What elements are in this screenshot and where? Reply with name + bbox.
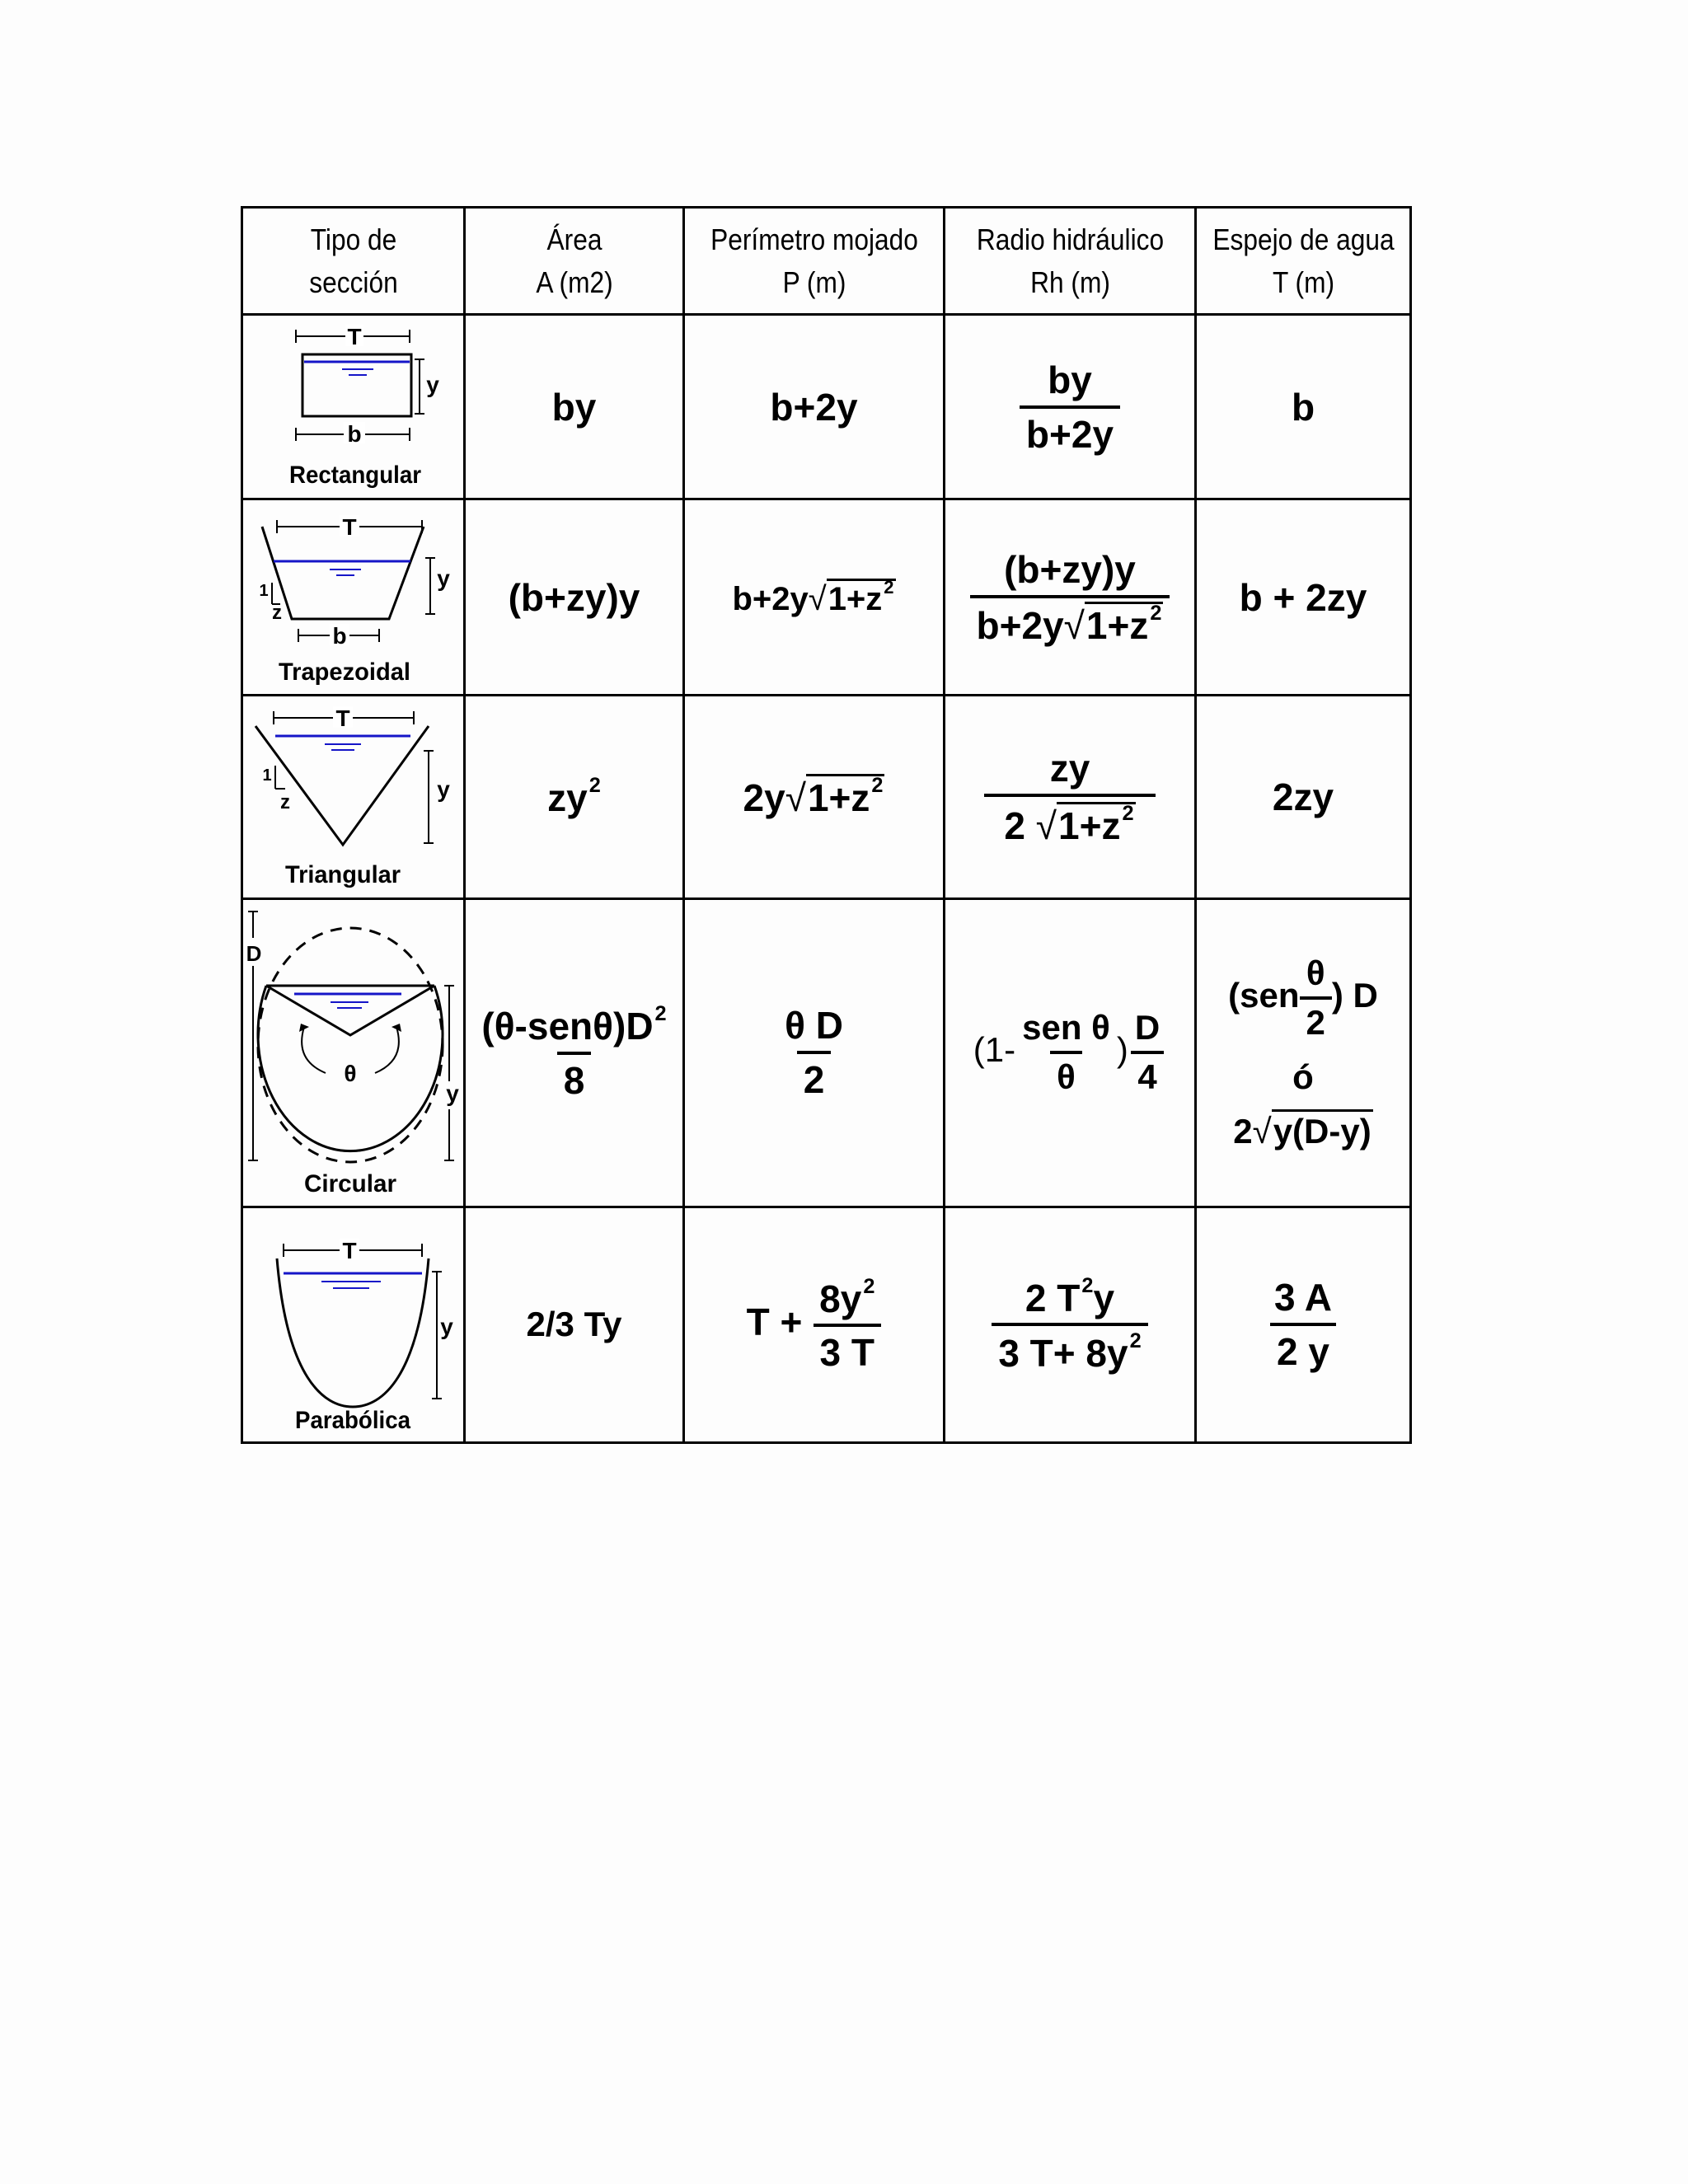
- fraction-numerator: sen θ: [1022, 1008, 1110, 1047]
- header-line: Tipo de: [310, 222, 396, 256]
- fraction-numerator: [813, 1275, 881, 1324]
- formula-part: 8y: [819, 1277, 862, 1320]
- mirror-alt-formula: [1197, 1112, 1409, 1151]
- section-cell: [242, 499, 465, 696]
- perimeter-cell: [684, 696, 945, 898]
- perimeter-cell: [684, 1207, 945, 1442]
- perimeter-cell: [684, 499, 945, 696]
- width-label: T: [341, 513, 357, 540]
- header-row: [242, 208, 1411, 315]
- exponent: 2: [654, 1002, 667, 1026]
- width-label: T: [346, 324, 362, 350]
- inner-fraction: [1015, 1008, 1117, 1097]
- root-symbol: √: [1252, 1112, 1272, 1151]
- row-triangular: [242, 696, 1411, 898]
- perimeter-fraction: [813, 1275, 881, 1376]
- radius-cell: [945, 315, 1196, 499]
- fraction-numerator: by: [1048, 358, 1092, 401]
- fraction-denominator: 2: [1300, 996, 1332, 1043]
- formula-part: 1+z: [1058, 804, 1121, 847]
- row-trapezoidal: [242, 499, 1411, 696]
- formula-part: b+2y: [732, 580, 809, 617]
- fraction-numerator: (b+zy)y: [1004, 547, 1136, 591]
- mirror-formula: b + 2zy: [1239, 575, 1367, 619]
- area-formula: by: [551, 385, 597, 429]
- formula-part: 1+z: [807, 776, 870, 819]
- radius-cell: [945, 499, 1196, 696]
- formula-part: 2: [1004, 804, 1026, 847]
- header-area: [477, 208, 670, 315]
- or-label: ó: [1292, 1057, 1314, 1097]
- exponent: 2: [863, 1274, 875, 1298]
- perimeter-formula: b+2y: [770, 385, 858, 429]
- slope-z-label: z: [279, 790, 290, 813]
- diameter-label: D: [246, 941, 261, 967]
- exponent: 2: [588, 774, 601, 798]
- header-line: Área: [546, 222, 602, 256]
- exponent: 2: [1122, 802, 1134, 826]
- formula-part: 2 T: [1025, 1276, 1081, 1319]
- slope-z-label: z: [271, 601, 282, 624]
- section-name: Trapezoidal: [278, 658, 410, 686]
- section-cell: [242, 1207, 465, 1442]
- header-water-mirror: [1208, 208, 1398, 315]
- angle-label: θ: [343, 1061, 357, 1087]
- fraction-numerator: θ D: [785, 1004, 843, 1047]
- mirror-cell: [1196, 499, 1411, 696]
- triangular-section-diagram: [251, 700, 457, 894]
- width-label: T: [335, 705, 350, 731]
- fraction-numerator: θ: [1306, 954, 1325, 993]
- root-symbol: √: [808, 580, 827, 617]
- radicand: [1057, 802, 1136, 847]
- formula-part: zy: [547, 776, 588, 819]
- fraction-denominator: [992, 1323, 1147, 1376]
- perimeter-formula: [746, 1274, 882, 1375]
- depth-label: y: [436, 565, 450, 591]
- section-cell: [242, 315, 465, 499]
- exponent: 2: [871, 774, 884, 798]
- fraction-numerator: [1019, 1274, 1121, 1324]
- rectangular-section-diagram: [255, 318, 452, 495]
- mirror-cell: [1196, 315, 1411, 499]
- mirror-formula: 2zy: [1272, 775, 1334, 818]
- fraction-denominator: θ: [1050, 1051, 1082, 1097]
- width-label: T: [341, 1238, 357, 1264]
- area-cell: [465, 898, 684, 1207]
- perimeter-formula: [732, 576, 895, 617]
- exponent: 2: [1150, 601, 1162, 625]
- perimeter-fraction: [778, 1003, 850, 1102]
- area-cell: [465, 499, 684, 696]
- base-label: b: [346, 421, 362, 448]
- formula-part: 3 T+ 8y: [998, 1332, 1128, 1376]
- perimeter-cell: [684, 315, 945, 499]
- depth-label: y: [436, 776, 450, 802]
- mirror-formula: [1197, 954, 1409, 1043]
- perimeter-cell: [684, 898, 945, 1207]
- formula-part: 1+z: [1085, 603, 1149, 647]
- exponent: 2: [1129, 1329, 1142, 1353]
- mirror-fraction: [1268, 1275, 1339, 1374]
- area-formula: (b+zy)y: [508, 575, 640, 619]
- base-label: b: [331, 622, 347, 649]
- radius-formula: [973, 1008, 1166, 1097]
- header-line: A (m2): [535, 265, 613, 299]
- area-cell: [465, 315, 684, 499]
- formula-part: (θ-senθ)D: [481, 1005, 654, 1048]
- radicand: [1085, 602, 1164, 647]
- header-line: Perímetro mojado: [710, 222, 918, 256]
- radius-cell: [945, 1207, 1196, 1442]
- fraction-denominator: 2: [797, 1051, 832, 1102]
- slope-one-label: 1: [258, 581, 269, 600]
- row-parabolic: [242, 1207, 1411, 1442]
- section-name: Circular: [303, 1170, 396, 1198]
- mirror-cell: [1196, 696, 1411, 898]
- fraction-numerator: [475, 1002, 673, 1052]
- header-hydraulic-radius: [959, 208, 1180, 315]
- formula-part: (sen: [1228, 976, 1300, 1015]
- fraction-denominator: [984, 794, 1155, 848]
- half-angle-fraction: [1300, 954, 1332, 1043]
- fraction-denominator: 2 y: [1270, 1323, 1336, 1374]
- area-cell: [465, 696, 684, 898]
- radicand: [827, 576, 896, 617]
- section-cell: [242, 898, 465, 1207]
- circle-upper-dashed: [258, 928, 443, 1162]
- formula-part: y: [1093, 1276, 1115, 1319]
- header-line: Radio hidráulico: [976, 222, 1164, 256]
- formula-part: ): [1116, 1030, 1128, 1070]
- perimeter-formula: [743, 774, 885, 819]
- radicand: y(D-y): [1272, 1109, 1373, 1151]
- root-symbol: √: [1063, 603, 1085, 647]
- channel-outline: [262, 527, 424, 619]
- header-line: T (m): [1272, 265, 1334, 299]
- header-perimeter: [699, 208, 928, 315]
- fraction-denominator: 4: [1131, 1051, 1163, 1097]
- mirror-formula: b: [1291, 385, 1315, 429]
- hydraulic-sections-table: [241, 206, 1409, 1444]
- fraction-denominator: 8: [557, 1052, 592, 1103]
- header-section-type: [256, 208, 452, 315]
- fraction-denominator: 3 T: [814, 1324, 881, 1375]
- root-symbol: √: [785, 776, 806, 819]
- row-rectangular: [242, 315, 1411, 499]
- exponent: 2: [884, 576, 894, 598]
- section-name: Parabólica: [294, 1407, 410, 1435]
- row-circular: [242, 898, 1411, 1207]
- formula-part: 1+z: [828, 580, 883, 617]
- header-line: Rh (m): [1029, 265, 1110, 299]
- circular-section-diagram: [245, 903, 462, 1202]
- header-line: sección: [308, 265, 398, 299]
- radius-fraction: [1020, 358, 1120, 457]
- fraction-numerator: D: [1134, 1008, 1160, 1047]
- outer-fraction: [1128, 1008, 1166, 1097]
- channel-outline: [302, 354, 411, 416]
- header-line: P (m): [782, 265, 846, 299]
- root-symbol: √: [1035, 804, 1057, 847]
- formula-part: b+2y: [976, 603, 1064, 647]
- radius-fraction: [984, 746, 1155, 848]
- section-cell: [242, 696, 465, 898]
- formula-part: ) D: [1331, 976, 1378, 1015]
- exponent: 2: [1081, 1273, 1094, 1297]
- radius-fraction: [992, 1274, 1147, 1376]
- fraction-numerator: zy: [1049, 747, 1090, 790]
- fraction-denominator: [970, 595, 1170, 648]
- radius-cell: [945, 696, 1196, 898]
- fraction-denominator: b+2y: [1020, 405, 1120, 457]
- section-name: Rectangular: [288, 462, 421, 490]
- area-fraction: [475, 1002, 673, 1103]
- formula-part: 2: [1233, 1112, 1253, 1151]
- parabolic-section-diagram: [251, 1212, 457, 1436]
- formula-part: 2y: [743, 776, 785, 819]
- header-line: Espejo de agua: [1212, 222, 1395, 256]
- section-name: Triangular: [284, 860, 401, 888]
- area-cell: [465, 1207, 684, 1442]
- formula-part: T +: [746, 1300, 803, 1343]
- slope-one-label: 1: [261, 766, 272, 785]
- area-formula: [547, 776, 601, 819]
- depth-label: y: [445, 1080, 459, 1107]
- area-formula: 2/3 Ty: [526, 1305, 622, 1344]
- radius-fraction: [970, 547, 1170, 648]
- depth-label: y: [425, 372, 439, 398]
- depth-label: y: [439, 1314, 453, 1340]
- mirror-cell: [1196, 898, 1411, 1207]
- trapezoidal-section-diagram: [251, 504, 457, 691]
- formula-part: (1-: [973, 1030, 1016, 1070]
- mirror-cell: [1196, 1207, 1411, 1442]
- fraction-numerator: 3 A: [1274, 1276, 1332, 1319]
- radicand: [806, 774, 885, 819]
- formula-table: [241, 206, 1412, 1444]
- radius-cell: [945, 898, 1196, 1207]
